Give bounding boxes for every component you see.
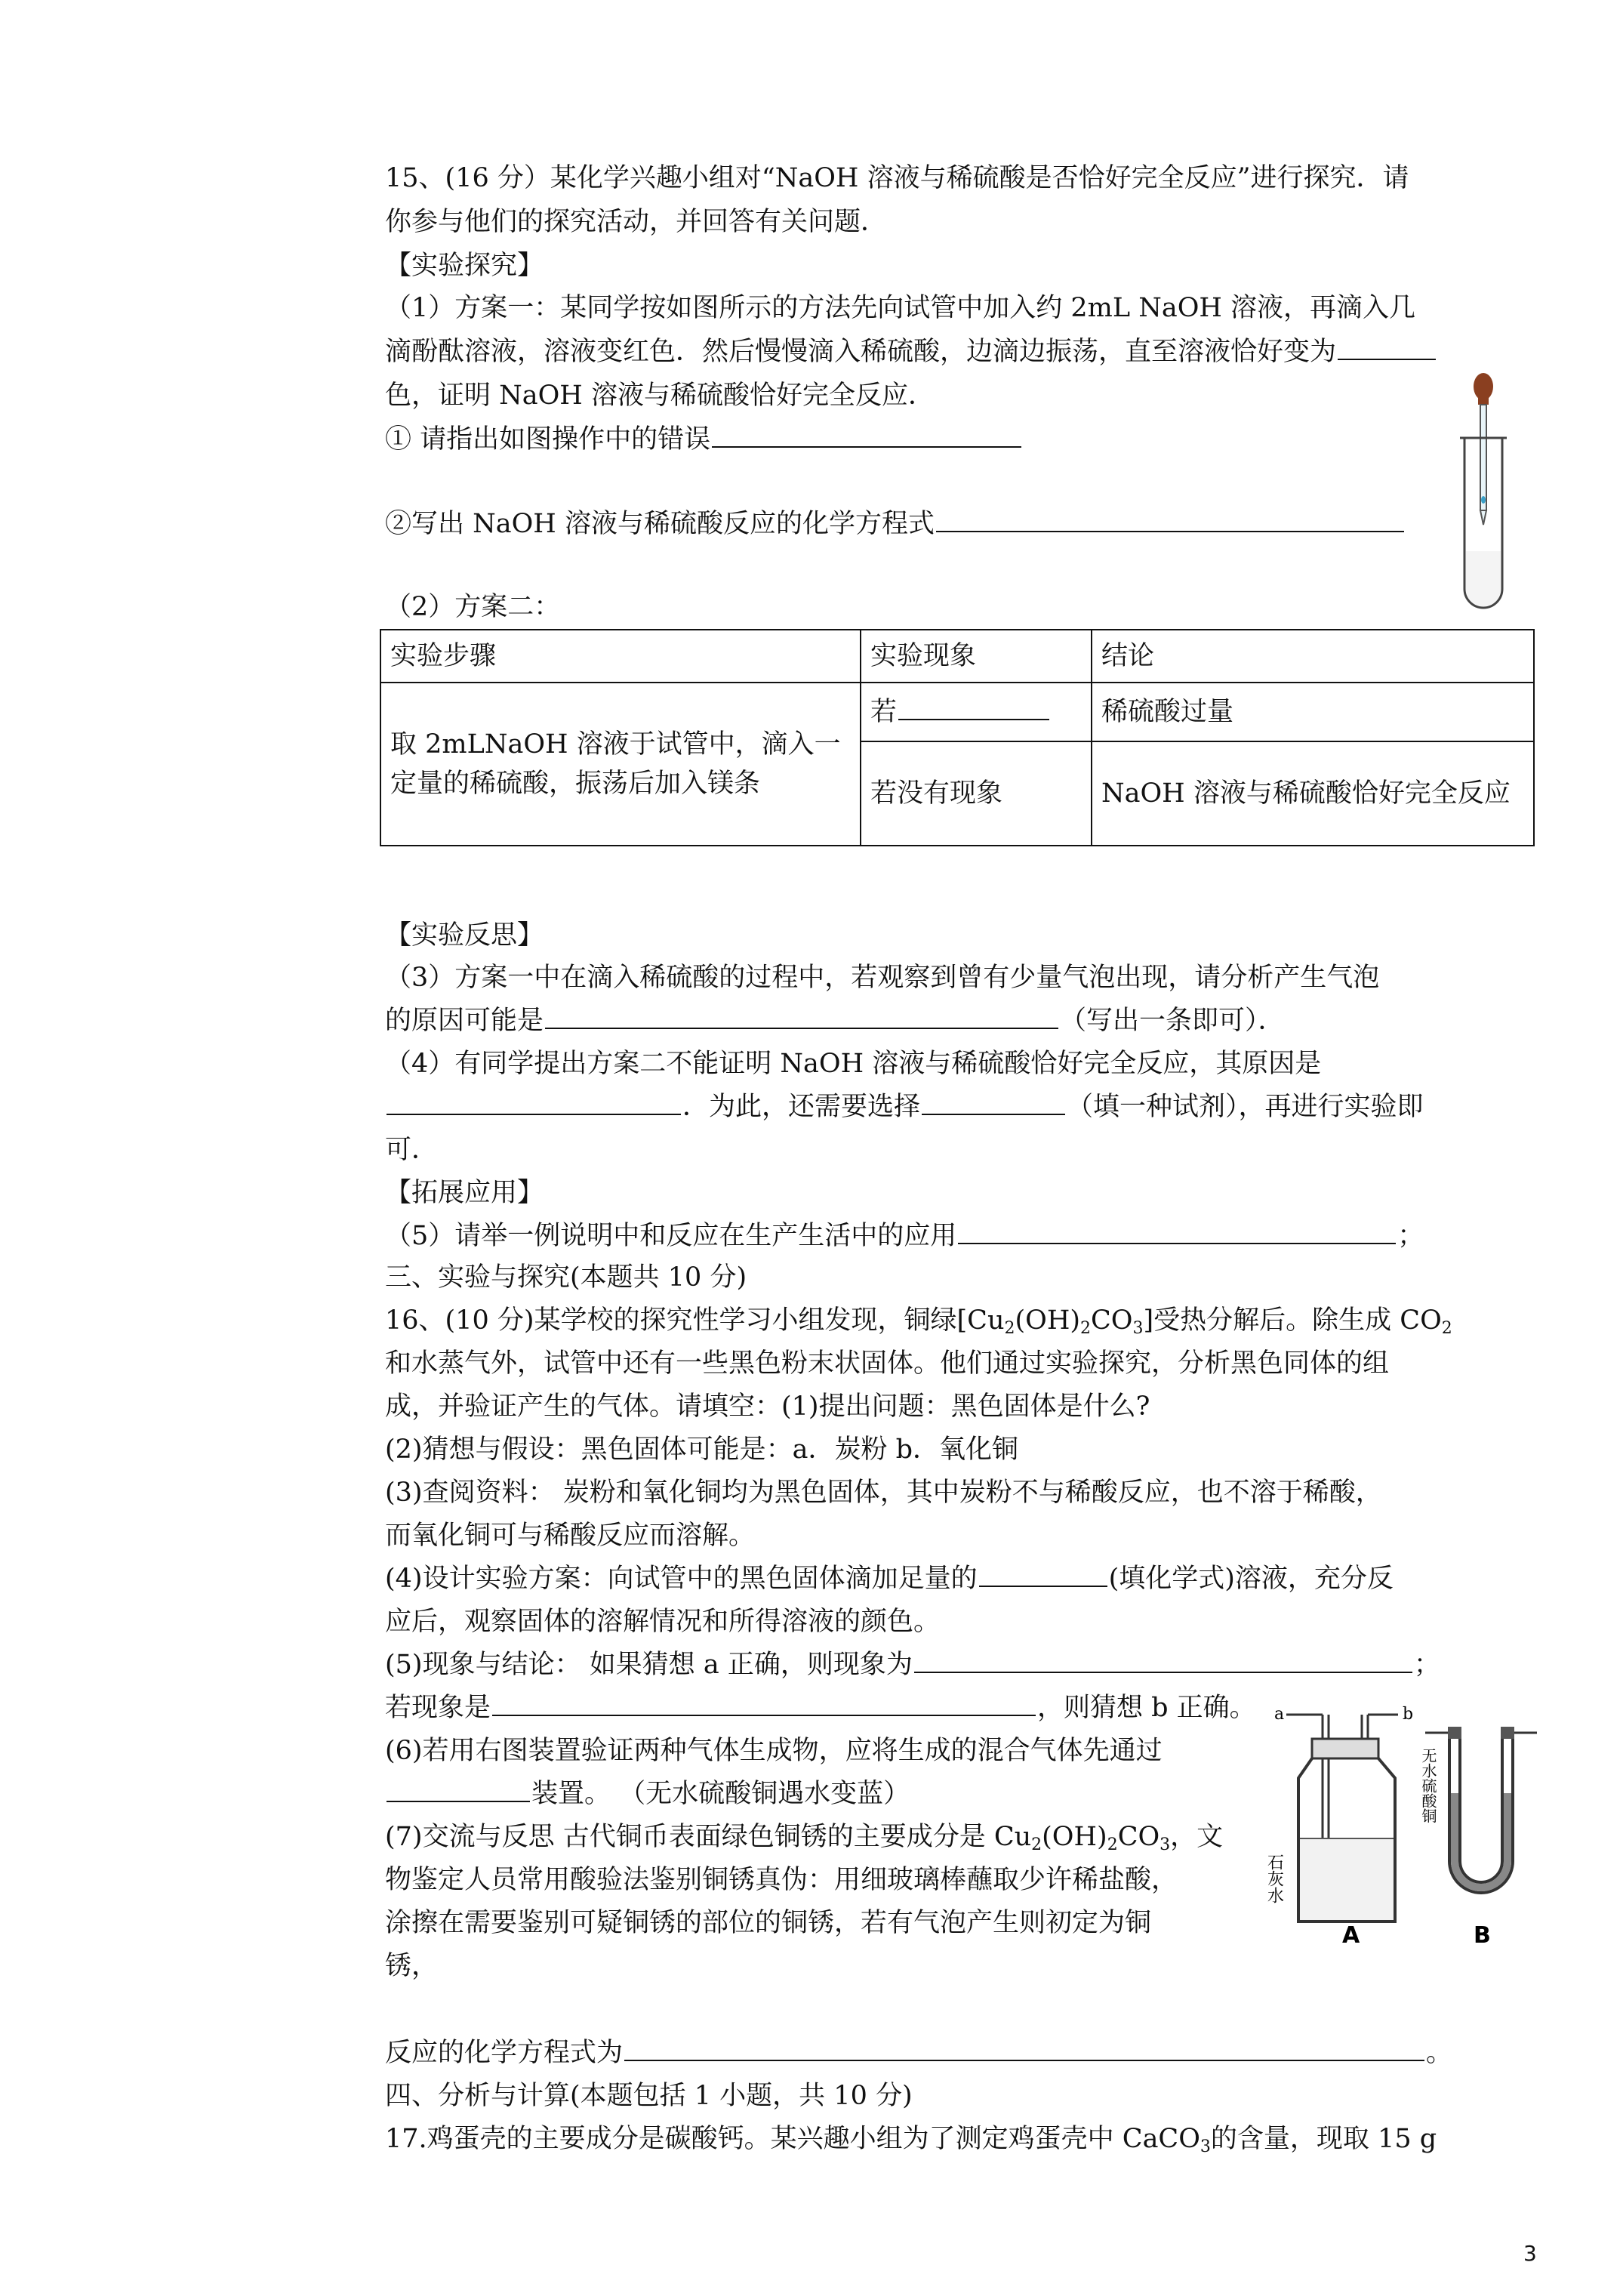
answer-blank[interactable] xyxy=(936,505,1404,532)
answer-blank[interactable] xyxy=(922,1088,1065,1115)
answer-blank[interactable] xyxy=(1338,333,1436,360)
q15-plan1-line1: （1）方案一：某同学按如图所示的方法先向试管中加入约 2mL NaOH 溶液，再滴入几 xyxy=(385,293,1416,323)
answer-blank[interactable] xyxy=(492,1689,1036,1716)
q16-line4: (2)猜想与假设：黑色固体可能是：a．炭粉 b．氧化铜 xyxy=(385,1435,1018,1465)
table-step-cell: 取 2mLNaOH 溶液于试管中，滴入一定量的稀硫酸，振荡后加入镁条 xyxy=(380,683,861,846)
q15-line1: 15、(16 分）某化学兴趣小组对“NaOH 溶液与稀硫酸是否恰好完全反应”进行探究．请 xyxy=(385,163,1409,193)
apparatus-b-label: B xyxy=(1474,1922,1491,1949)
heading-extend-apply: 【拓展应用】 xyxy=(385,1178,544,1208)
q15-line2: 你参与他们的探究活动，并回答有关问题． xyxy=(385,207,888,237)
table-conclusion-2: NaOH 溶液与稀硫酸恰好完全反应 xyxy=(1092,741,1534,846)
answer-blank[interactable] xyxy=(387,1775,530,1802)
q15-q4-line3: 可． xyxy=(385,1135,439,1165)
q15-q3-line2: 的原因可能是 （写出一条即可）． xyxy=(385,999,1285,1043)
q15-q5: （5）请举一例说明中和反应在生产生活中的应用 ； xyxy=(385,1214,1424,1258)
q15-plan2-label: （2）方案二： xyxy=(385,592,561,622)
q16-line9: (5)现象与结论： 如果猜想 a 正确，则现象为 ； xyxy=(385,1643,1440,1687)
q15-plan1-line2: 滴酚酞溶液，溶液变红色．然后慢慢滴入稀硫酸，边滴边振荡，直至溶液恰好变为 xyxy=(385,330,1437,374)
answer-blank[interactable] xyxy=(387,1088,681,1115)
answer-blank[interactable] xyxy=(712,421,1021,448)
apparatus-b-u-tube-figure xyxy=(1419,1703,1538,1949)
table-header-conclusion: 结论 xyxy=(1092,630,1534,683)
q16-line8: 应后，观察固体的溶解情况和所得溶液的颜色。 xyxy=(385,1607,941,1637)
q16-line1: 16、(10 分)某学校的探究性学习小组发现，铜绿$[Cu_2(OH)_2CO_3]$受热分解后。除生成 $CO_2$ xyxy=(385,1305,1452,1338)
answer-blank[interactable] xyxy=(545,1002,1058,1029)
apparatus-b-chemical-label: 无水硫酸铜 xyxy=(1419,1748,1437,1823)
q15-q4-line1: （4）有同学提出方案二不能证明 NaOH 溶液与稀硫酸恰好完全反应，其原因是 xyxy=(385,1049,1322,1079)
apparatus-a-bottle-figure xyxy=(1264,1703,1427,1949)
table-phenomenon-1: 若 xyxy=(861,683,1092,741)
apparatus-a-label-b: b xyxy=(1403,1705,1414,1724)
answer-blank[interactable] xyxy=(914,1646,1412,1673)
section-4-heading: 四、分析与计算(本题包括 1 小题，共 10 分) xyxy=(385,2081,913,2111)
q16-line7: (4)设计实验方案：向试管中的黑色固体滴加足量的 (填化学式)溶液，充分反 xyxy=(385,1557,1394,1601)
apparatus-a-label: A xyxy=(1342,1922,1360,1949)
table-header-step: 实验步骤 xyxy=(380,630,861,683)
q16-line5: (3)查阅资料： 炭粉和氧化铜均为黑色固体，其中炭粉不与稀酸反应，也不溶于稀酸， xyxy=(385,1478,1382,1508)
heading-experiment-reflect: 【实验反思】 xyxy=(385,920,544,951)
q16-line17: 反应的化学方程式为 。 xyxy=(385,2031,1452,2075)
q16-line2: 和水蒸气外，试管中还有一些黑色粉末状固体。他们通过实验探究，分析黑色同体的组 xyxy=(385,1348,1390,1379)
dropper-test-tube-figure xyxy=(1442,370,1525,604)
answer-blank[interactable] xyxy=(979,1560,1107,1587)
apparatus-a-label-a: a xyxy=(1274,1705,1285,1724)
apparatus-a-liquid-label: 石灰水 xyxy=(1264,1854,1284,1903)
q15-q1: ① 请指出如图操作中的错误 xyxy=(385,418,1023,461)
answer-blank[interactable] xyxy=(898,693,1049,720)
q16-line13: (7)交流与反思 古代铜币表面绿色铜锈的主要成分是 $Cu_2(OH)_2CO_3$，文 xyxy=(385,1822,1224,1854)
heading-experiment-explore: 【实验探究】 xyxy=(385,251,544,281)
table-header-phenomenon: 实验现象 xyxy=(861,630,1092,683)
q17-line1: 17.鸡蛋壳的主要成分是碳酸钙。某兴趣小组为了测定鸡蛋壳中 CaCO$_3$的含量，现取 15 g xyxy=(385,2124,1437,2156)
q16-line15: 涂擦在需要鉴别可疑铜锈的部位的铜锈，若有气泡产生则初定为铜 xyxy=(385,1908,1152,1938)
plan2-table xyxy=(380,629,1535,846)
section-3-heading: 三、实验与探究(本题共 10 分) xyxy=(385,1262,747,1293)
q16-line6: 而氧化铜可与稀酸反应而溶解。 xyxy=(385,1521,756,1551)
q16-line14: 物鉴定人员常用酸验法鉴别铜锈真伪：用细玻璃棒蘸取少许稀盐酸， xyxy=(385,1865,1178,1895)
q15-q2: ②写出 NaOH 溶液与稀硫酸反应的化学方程式 xyxy=(385,502,1406,546)
q16-line11: (6)若用右图装置验证两种气体生成物，应将生成的混合气体先通过 xyxy=(385,1736,1163,1766)
table-phenomenon-2: 若没有现象 xyxy=(861,741,1092,846)
page-number: 3 xyxy=(1523,2241,1537,2266)
answer-blank[interactable] xyxy=(624,2034,1424,2061)
q15-q4-line2: ．为此，还需要选择 （填一种试剂），再进行实验即 xyxy=(385,1085,1424,1129)
q16-line10: 若现象是 ，则猜想 b 正确。 xyxy=(385,1686,1256,1730)
q15-plan1-line3: 色，证明 NaOH 溶液与稀硫酸恰好完全反应． xyxy=(385,381,935,411)
q16-line12: 装置。 （无水硫酸铜遇水变蓝） xyxy=(385,1772,910,1816)
q16-line16: 锈， xyxy=(385,1951,439,1981)
answer-blank[interactable] xyxy=(958,1217,1396,1244)
q15-q3-line1: （3）方案一中在滴入稀硫酸的过程中，若观察到曾有少量气泡出现，请分析产生气泡 xyxy=(385,963,1380,993)
table-conclusion-1: 稀硫酸过量 xyxy=(1092,683,1534,741)
q16-line3: 成，并验证产生的气体。请填空：(1)提出问题：黑色固体是什么? xyxy=(385,1391,1150,1422)
